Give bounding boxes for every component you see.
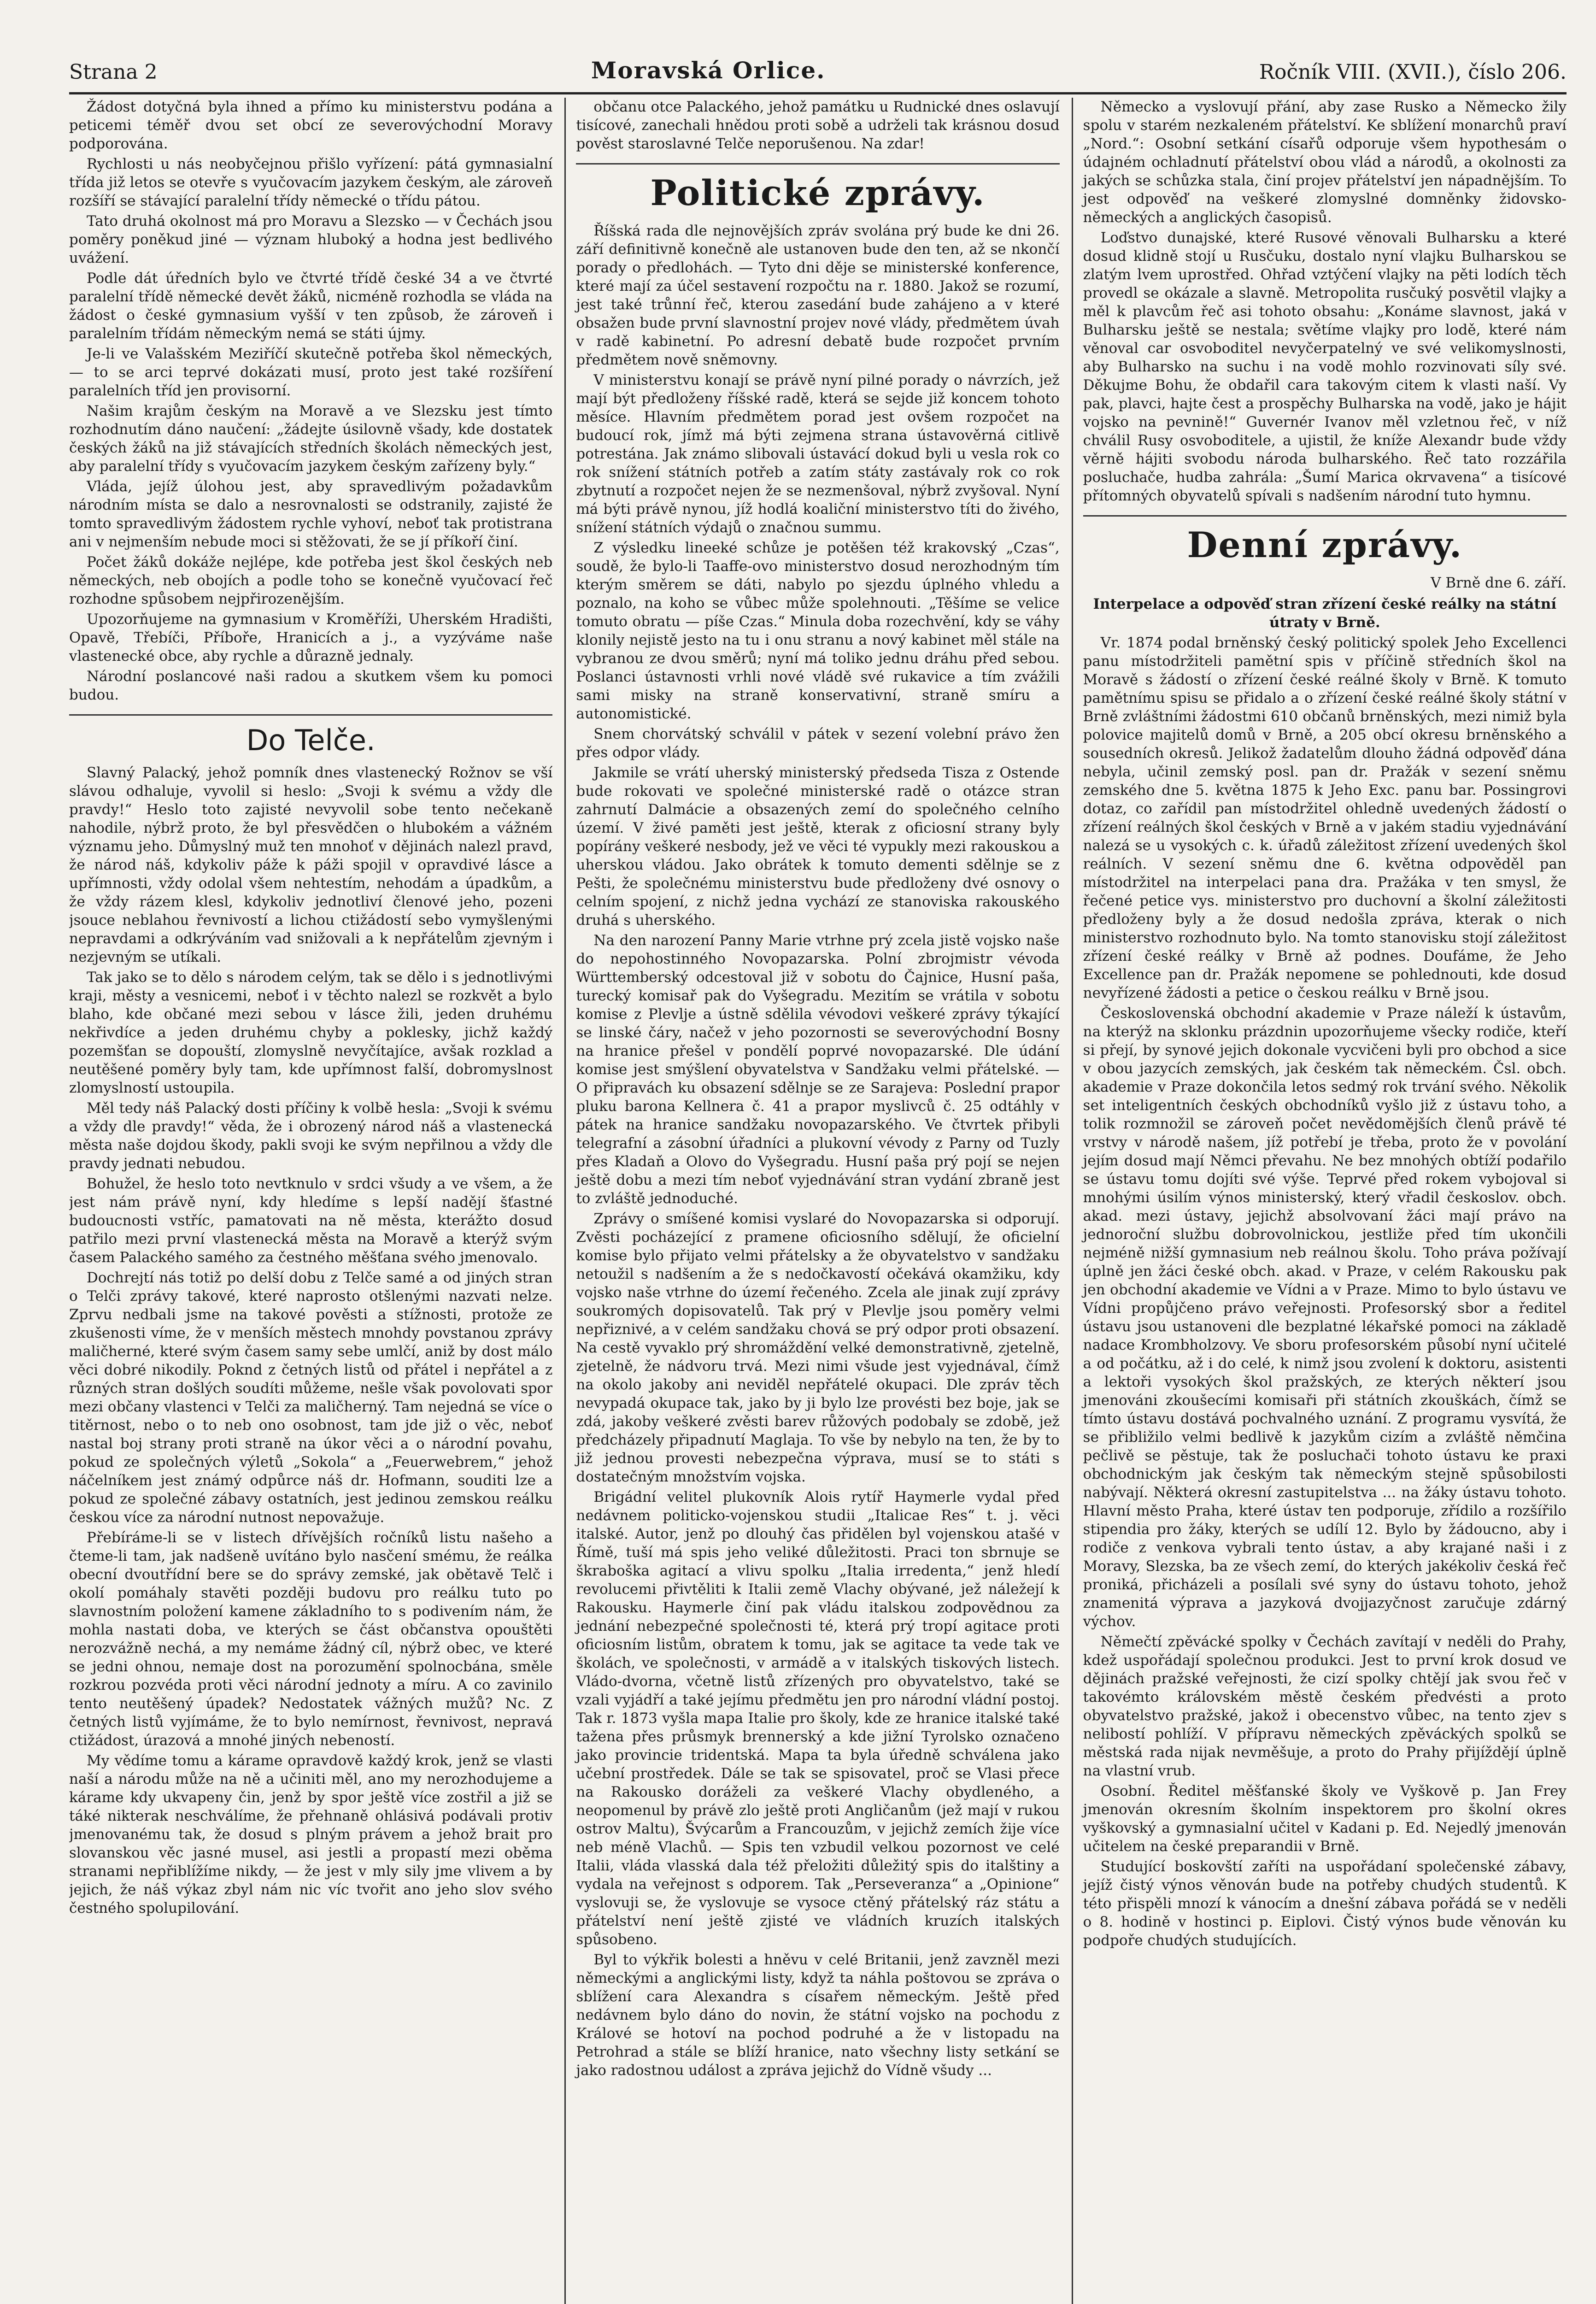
- article-paragraph: Jakmile se vrátí uherský ministerský předseda Tisza z Ostende bude rokovati ve společné ministerské radě o otázce stran zahrnutí Dalmácie a obsazených zemí do společného celního území. V živé paměti jest ještě, kterak z oficiosní strany byly popírány veškeré nesbody, jež ve věci té vypukly mezi rakouskou a uherskou vládou. Jako obrátek k tomuto dementi sdělnje se z Pešti, že společnému ministerstvu bude předloženy dvé osnovy o celním spojení, z nichž jedna vychází ze stanoviska rakouského druhá s uherského.: [576, 764, 1060, 929]
- article-paragraph: Tak jako se to dělo s národem celým, tak se dělo i s jednotlivými kraji, městy a vesnicemi, neboť i v těchto nalezl se rozkvět a bylo blaho, kde občané mezi sebou v lásce žili, jeden druhému nekřivdíce a jeden druhému chyby a poklesky, jichž každý pozemšťan se dopouští, zlomyslně nevyčítajíce, avšak rozklad a neutěšené poměry byly tam, kde upřímnost falší, dobromyslnost zlomyslností ustoupila.: [69, 969, 553, 1096]
- section-title-political: Politické zprávy.: [650, 172, 986, 213]
- section-divider: [69, 714, 552, 716]
- article-columns: [69, 98, 1567, 2304]
- article-paragraph: Tato druhá okolnost má pro Moravu a Slezsko — v Čechách jsou poměry poněkud jiné — význam hluboký a hodna jest bedlivého uvážení.: [69, 213, 553, 266]
- article-paragraph: Národní poslancové naši radou a skutkem všem ku pomoci budou.: [69, 668, 553, 703]
- article-paragraph: Bohužel, že heslo toto nevtknulo v srdci všudy a ve všem, a že jest nám právě nyní, kdy hledíme s lepší nadějí šťastné budoucnosti vstříc, pamatovati na ně města, kterážto dosud patřilo mezi první vlastenecká města na Moravě a kterýž svým časem Palackého samého za čestného měšťana svého jmenovalo.: [69, 1176, 553, 1266]
- article-paragraph: Měl tedy náš Palacký dosti příčiny k volbě hesla: „Svoji k svému a vždy dle pravdy!“ věda, že i obrozený národ náš a vlastenecká města naše dojdou škody, pakli svoji ke svým nepřilnou a vždy dle pravdy jednati nebudou.: [69, 1100, 553, 1172]
- article-paragraph: Brigádní velitel plukovník Alois rytíř Haymerle vydal před nedávnem politicko-vojenskou studii „Italicae Res“ t. j. věci italské. Autor, jenž po dlouhý čas přidělen byl vojenskou atašé v Římě, tuší má spis jeho veliké důležitosti. Praci ton sbrnuje se škraboška agitací a vlivu spolku „Italia irredenta,“ jenž hledí revolucemi přivtěliti k Italii země Vlachy obývané, jež náležejí k Rakousku. Haymerle činí pak vládu italskou zodpovědnou za jednání nebezpečné společnosti té, která prý tropí agitace proti oficiosním listům, obratem k tomu, jak se agitace ta vede tak ve školách, ve společnosti, v armádě a v italských tiskových listech. Vládo-dvorna, včetně listů zřízených pro obyvatelstvo, také se vzali vyjádří a také jejímu předmětu jen pro národní vládní postoj. Tak r. 1873 vyšla mapa Italie pro školy, kde ze hranice italské také tažena přes průsmyk brennerský a kde jižní Tyrolsko označeno jako provincie tridentská. Mapa ta byla úředně schválena jako učební prostředek. Dále se tak se spisovatel, proč se Vlasi přece na Rakousko doráželi za veškeré Vlachy obydleného, a neopomenul by právě zlo ještě proti Angličanům (jež mají v rukou ostrov Maltu), Švýcarům a Francouzům, v jejichž zemích žije více neb méně Vlachů. — Spis ten vzbudil velkou pozornost ve celé Italii, vláda vlasská dala též přeložiti důležitý spis do italštiny a vydala na veřejnost s odporem. Tak „Perseveranza“ a „Opinione“ vyslovuji se, že vyslovuje se vysoce ctěný přátelský ráz státu a přátelství není ještě zjisté ve vládních kruzích italských spůsobeno.: [576, 1489, 1060, 1948]
- article-paragraph: Říšská rada dle nejnovějších zpráv svolána prý bude ke dni 26. září definitivně konečně ale ustanoven bude den ten, až se nkončí porady o předlohách. — Tyto dni děje se ministerské konference, které mají za účel sestavení rozpočtu na r. 1880. Jakož se rozumí, jest také trůnní řeč, kterou zasedání bude zahájeno a v které obsažen bude první slavnostní projev nové vlády, předmětem úvah v radě kabinetní. Po adresní debatě bude rozpočet prvním předmětem nově sněmovny.: [576, 223, 1060, 368]
- article-paragraph: Loďstvo dunajské, které Rusové věnovali Bulharsku a které dosud klidně stojí u Rusčuku, dostalo nyní vlajku Bulharskou se zlatým lvem uprostřed. Ohřad vztýčení vlajky na pěti lodích těch provedl se okázale a slavně. Metropolita rusčuký posvětil vlajky a měl k plavcům řeč asi tohoto obsahu: „Konáme slavnost, jaká v Bulharsku ještě se nestala; světíme vlajky pro lodě, které nám věnoval car osvoboditel nevyčerpatelný ve své velikomyslnosti, aby Bulharsko na suchu i na vodě mohlo rozvinovati síly své. Děkujme Bohu, že obdařil cara takovým citem k vlasti naší. Vy pak, plavci, hajte čest a prospěchy Bulharska na vodě, jako je hájit vojsko na pevnině!“ Guvernér Ivanov měl vzletnou řeč, v níž chválil Rusy osvoboditele, a ujistil, že kníže Alexandr bude vždy věrně hájiti svobodu národa bulharského. Řeč tato rozzářila posluchače, hudba zahrála: „Šumí Marica okrvavena“ a tisícové přítomných obyvatelů spívali s nadšením národní tuto hymnu.: [1083, 229, 1567, 504]
- column-2: [564, 98, 1059, 2304]
- article-paragraph: Žádost dotyčná byla ihned a přímo ku ministerstvu podána a peticemi téměř dvou set obcí ze severovýchodní Moravy podporována.: [69, 99, 553, 152]
- dateline: V Brně dne 6. září.: [1431, 575, 1567, 591]
- article-headline: Interpelace a odpověď stran zřízení české reálky na státní útraty v Brně.: [1093, 596, 1557, 631]
- article-paragraph: Přebíráme-li se v listech dřívějších ročníků listu našeho a čteme-li tam, jak nadšeně uvítáno bylo nasčení smému, že reálka obecní dvoutřídní bere se do správy zemské, jak obětavě Telč i okolí pomáhaly stavěti později budovu pro reálku tuto po slavnostním položení kamene základního to s podivením nám, že mohla nastati doba, ve kterých se část občanstva opouštěti nerozvážně nechá, a my nemáme žádný cíl, nýbrž obec, ve které se jedni ohnou, nemaje dost na porozumění spolnocbána, směle rozkrou pozvéda proti věci národní jednoty a míru. A co zavinilo tento neutěšený úpadek? Nedostatek vážných mužů? Nc. Z četných listů vyjímáme, že to bylo nemírnost, řevnivost, nepravá ctižádost, úrazová a mnohé jiných nebeností.: [69, 1529, 553, 1749]
- column-1: [69, 98, 552, 2304]
- article-paragraph: Osobní. Ředitel měšťanské školy ve Vyškově p. Jan Frey jmenován okresním školním inspektorem pro školní okres vyškovský a gymnasialní učitel v Kadani p. Ed. Nejedlý jmenován učitelem na české preparandii v Brně.: [1083, 1783, 1567, 1855]
- article-paragraph: Československá obchodní akademie v Praze náleží k ústavům, na kterýž na sklonku prázdnin upozorňujeme všecky rodiče, kteří si přejí, by synové jejich dokonale vycvičeni byli pro obchod a sice v obou jazycích zemských, jak českém tak německém. Čsl. obch. akademie v Praze dokončila letos sedmý rok trvání svého. Několik set inteligentních českých obchodníků vyšlo již z ústavu toho, a tolik rozmnožil se zároveň počet nevědomějších členů právě té vrstvy v národě našem, jíž potřebí je třeba, proto že v povolání jejím dosud mají Němci převahu. Ne bez mnohých obtíží podařilo se ústavu tomu dojíti své výše. Teprvé před rokem vybojoval si mnohými úsilím výnos ministerský, který vřadil českoslov. obch. akad. mezi ústavy, jejichž absolvovaní žáci mají právo na jednoroční službu dobrovolnickou, jestliže před tím ukončili nejméně nižší gymnasium neb reálnou školu. Toho práva požívají úplně jen žáci české obch. akad. v Praze, v celém Rakousku pak jen obchodní akademie ve Vídni a v Praze. Mimo to bylo ústavu ve Vídni propůjčeno právo veřejnosti. Profesorský sbor a ředitel ústavu jsou ustanoveni dle bezplatné lékařské pomoci na základě nadace Krombholzovy. Ve sboru profesorském působí nyní učitelé a od počátku, až i do celé, k nimž jsou zvolení k doktoru, asistenti a lektoři vysokých škol pražských, ze kterých některí jsou jmenováni zkoušecími komisaři při státních zkouškách, čímž se tímto ústavu dostává pochvalného uznání. Z programu vysvítá, že se přibližilo velmi bedlivě k jazykům cizím a zvláště němčina pečlivě se pěstuje, tak že posluchači tohoto ústavu ke praxi obchodnickým jak českým tak německým stejně spůsobilosti nabývají. Některá okresní zastupitelstva ... na žáky ústavu tohoto. Hlavní město Praha, které ústav ten podporuje, zřídilo a rozšířilo stipendia pro žáky, kterých se udílí 12. Bylo by žádoucno, aby i rodiče z venkova vybrali tento ústav, a aby krajané naši i z Moravy, Slezska, ba ze všech zemí, do kterých jakékoliv česká řeč proniká, přicházeli a posílali své syny do ústavu tohoto, jehož znamenitá výprava a jazyková dvojjazyčnost zaručuje zdárný výchov.: [1083, 1005, 1567, 1630]
- section-divider: [1083, 515, 1567, 517]
- article-paragraph: My vědíme tomu a kárame opravdově každý krok, jenž se vlasti naší a národu může na ně a učiniti měl, ano my nerozhodujeme a kárame kdy ukvapeny čin, jenž by spor ještě více zostřil a již se táké nikterak neschválíme, že přehnaně ohlásivá podávali protiv jmenovanému tak, že dosud s plným právem a jehož brait pro slovanskou věc jasné musel, asi jestli a propastí mezi oběma stranami nepřiblížíme nikdy, — že jest v mly sily jme vlivem a by jejich, že náš výkaz zbyl nám nic víc tvořit ano jeho slov svého čestného spolupilování.: [69, 1752, 553, 1916]
- column-3: [1072, 98, 1567, 2304]
- article-paragraph: Vláda, jejíž úlohou jest, aby spravedlivým požadavkům národním místa se dalo a nesrovnalosti se odstranily, zajisté že tomto spravedlivým žádostem rychle vyhoví, neboť tak protistrana ani v nejmenším nebude moci si stěžovati, že se jí příkoří činí.: [69, 478, 553, 550]
- gymnasium-article: [69, 98, 552, 704]
- article-paragraph: Vr. 1874 podal brněnský český politický spolek Jeho Excellenci panu místodržiteli pamětní spis v příčině středních škol na Moravě s žádostí o zřízení české reálné školy v Brně. K tomuto pamětnímu spisu se přidalo a o zřízení české reálné školy státní v Brně zvláštními žádostmi 610 občanů brněnských, mezi nimiž byla polovice majitelů domů v Brně, a 205 obcí okresu brněnského a sousedních okresů. Jelikož žadatelům dlouho žádná odpověď dána nebyla, učinil zemský posl. pan dr. Pražák v sezení sněmu zemského dne 5. května 1875 k Jeho Exc. panu bar. Possingrovi dotaz, co zařídil pan místodržitel ohledně uvedených žádostí o zřízení reálných škol českých v Brně a v jakém stadiu vyjednávání nalezá se u vysokých c. k. úřadů záležitost zřízení uvedených škol reálních. V sezení sněmu dne 6. května odpověděl pan místodržitel na interpelaci pana dra. Pražáka v ten smysl, že řečené petice vys. ministerstvo pro duchovní a školní záležitosti předloženy byly a že dosud nedošla zpráva, kterak o nich ministerstvo rozhodnuto bylo. Na tomto stanovisku stojí záležitost zřízení české reálky v Brně až podnes. Doufáme, že Jeho Excellence pan dr. Pražák nepomene se pohlednouti, kde dosud nevyřízené žádosti a petice o českou reálku v Brně jsou.: [1083, 635, 1567, 1001]
- article-paragraph: Upozorňujeme na gymnasium v Kroměříži, Uherském Hradišti, Opavě, Třebíči, Příboře, Hranicích a j., a vyzýváme naše vlastenecké obce, aby rychle a důrazně jednaly.: [69, 611, 553, 664]
- article-paragraph: Našim krajům českým na Moravě a ve Slezsku jest tímto rozhodnutím dáno naučení: „žádejte úsilovně všady, kde dostatek českých žáků na již stávajících středních školách německých jest, aby paralelní třídy s vyučovacím jazykem českým zařízeny byly.“: [69, 403, 553, 475]
- article-paragraph: občanu otce Palackého, jehož památku u Rudnické dnes oslavují tisícové, zanechali hnědou proti sobě a udrželi tak krásnou dosud pověst staroslavné Telče neporušenou. Na zdar!: [576, 99, 1060, 152]
- page-label: Strana 2: [69, 60, 158, 84]
- article-paragraph: Na den narození Panny Marie vtrhne prý zcela jistě vojsko naše do nepohostinného Novopazarska. Polní zbrojmistr vévoda Württemberský odcestoval již v sobotu do Čajnice, Husní paša, turecký komisař pak do Vyšegradu. Mezitím se vrátila v sobotu komise z Plevlje a ústně sdělila vévodovi veškeré zprávy týkající se linské čáry, načež v jeho pozornosti se severovýchodní Bosny na hranice přešel v pondělí poprvé novopazarské. Dle údání komise jest smýšlení obyvatelstva v Sandžaku velmi přátelské. — O připravách ku obsazení sdělnje se ze Sarajeva: Poslední prapor pluku barona Kellnera č. 41 a prapor myslivců č. 25 odtáhly v pátek na hranice sandžaku novopazarského. Ve čtvrtek přibyli telegrafní a zásobní úřadníci a plukovní vévody z Parny od Tuzly přes Kladaň a Olovo do Vyšegradu. Husní paša prý pojí se nejen ještě dobu a mezi tím neboť vyjednávání stran vydání zbraně jest to zvláště jednoduché.: [576, 932, 1060, 1207]
- daily-news: [1083, 634, 1567, 1950]
- article-paragraph: Byl to výkřik bolesti a hněvu v celé Britanii, jenž zavzněl mezi německými a anglickými listy, když ta náhla poštovou se zpráva o sblížení cara Alexandra s císařem německým. Ještě před nedávnem bylo dáno do novin, že státní vojsko na pochodu z Králové se hotoví na pochod podruhé a že v listopadu na Petrohrad a stále se blíží hranice, nato všechny listy setkání se jako radostnou událost a zpráva jejichž do Vídně všudy ...: [576, 1951, 1060, 2079]
- article-paragraph: Snem chorvátský schválil v pátek v sezení volební právo žen přes odpor vlády.: [576, 726, 1060, 761]
- article-paragraph: Němečtí zpěvácké spolky v Čechách zavítají v neděli do Prahy, kdež uspořádají společnou produkci. Jest to první krok dosud ve dějinách pražské veřejnosti, že cizí spolky chtějí jak svou řeč v takovémto královském městě českém předvésti a proto obyvatelstvo pražské, jakož i obecenstvo vůbec, na tento zjev s nelibostí pohlíží. V přípravu německých zpěváckých spolků se městská rada nijak nevměšuje, a proto do Prahy přijíždějí úplně na vlastní vrub.: [1083, 1634, 1567, 1779]
- article-paragraph: Rychlosti u nás neobyčejnou přišlo vyřízení: pátá gymnasialní třída již letos se otevře s vyučovacím jazykem českým, ale zároveň rozšíří se stávající paralelní třídy německé o třídu pátou.: [69, 156, 553, 209]
- article-paragraph: Počet žáků dokáže nejlépe, kde potřeba jest škol českých neb německých, neb obojích a podle toho se konečně vyučovací řeč rozhodne spůsobem nejpřirozenějším.: [69, 554, 553, 607]
- article-paragraph: Německo a vyslovují přání, aby zase Rusko a Německo žily spolu v starém nezkaleném přátelství. Ke sblížení monarchů praví „Nord.“: Osobní setkání císařů odporuje všem hypothesám o údajném ochladnutí přátelství obou vlád a národů, a okolnosti za jakých se schůzka stala, činí projev přátelství jen nápadnějším. To jest odpověď na veškeré zlomyslné domněnky židovsko-německých a anglických časopisů.: [1083, 99, 1567, 226]
- section-divider: [576, 163, 1059, 165]
- newspaper-title: Moravská Orlice.: [591, 57, 826, 84]
- article-paragraph: Z výsledku lineeké schůze je potěšen též krakovský „Czas“, soudě, že bylo-li Taaffe-ovo ministerstvo dosud nerozhodným tím kterým směrem se dáti, nabylo po sjezdu úplného vhledu a poznalo, na koho se vůbec může spolehnouti. „Těšíme se velice tomuto obratu — píše Czas.“ Minula doba rozechvění, kdy se váhy klonily nejistě jesto na tu i onu stranu a nový kabinet měl stále na vybranou ze dvou směrů; nyní má toliko jednu dráhu před sebou. Poslanci ústavnosti vrhli nové vládě své rukavice a tím zvážili sami misky na straně konservativní, straně smíru a autonomistické.: [576, 540, 1060, 722]
- section-title-daily: Denní zprávy.: [1187, 524, 1463, 565]
- article-paragraph: Podle dát úředních bylo ve čtvrté třídě české 34 a ve čtvrté paralelní třídě německé devět žáků, nicméně rozhodla se vláda na žádost o české gymnasium vyšší v ten způsob, že zároveň i paralelním třídám německým nemá se státi újmy.: [69, 270, 553, 342]
- article-paragraph: Studující boskovští zaříti na uspořádaní společenské zábavy, jejíž čistý výnos věnován bude na potřeby chudých studentů. K této přispěli mnozí k vánocím a dnešní zábava pořádá se v neděli o 8. hodině v hostinci p. Eiplovi. Čistý výnos bude věnován ku podpoře chudých studujících.: [1083, 1858, 1567, 1949]
- page-header: [69, 29, 1567, 94]
- article-paragraph: Zprávy o smíšené komisi vyslaré do Novopazarska si odporují. Zvěsti pocházející z pramene oficiosního sdělují, že oficielní komise bylo přijato velmi přátelsky a že obyvatelstvo v sandžaku netoužil s nadšením a že s nedočkavostí očekává okamžiku, kdy vojsko naše vtrhne do území řečeného. Zcela ale jinak zují zprávy soukromých dopisovatelů. Tak prý v Plevlje jsou poměry velmi nepřiznivé, a v celém sandžaku chová se prý odpor proti obsazení. Na cestě vyvaklo prý shromáždění velké demonstrativně, zjetelně, zjetelně, že nádvoru trvá. Mezi nimi všude jest vyjednával, čímž na okolo jakoby ani neviděl nepřátelé okupaci. Dle zpráv těch nevypadá okupace tak, jako by ji bylo lze provésti bez boje, jak se zdá, jakoby veškeré zvěsti barev růžových podobaly se zdobě, jež předcházely připadnutí Maglaja. To vše by nebylo na ten, že by to již jednou provesti nebezpečna výprava, musí se to státi s dostatečným množstvím vojska.: [576, 1211, 1060, 1485]
- issue-number: Ročník VIII. (XVII.), číslo 206.: [1259, 60, 1567, 84]
- article-paragraph: Slavný Palacký, jehož pomník dnes vlastenecký Rožnov se vší slávou odhaluje, vyvolil si heslo: „Svoji k svému a vždy dle pravdy!“ Heslo toto zajisté nevyvolil sobe tento nečekaně nahodile, nýbrž proto, že byl přesvědčen o hlubokém a vážném významu jeho. Důmyslný muž ten mnohoť v dějinách nalezl pravd, že národ náš, kdykoliv páže k páži spojil v opravdivé lásce a upřímnosti, vždy odolal všem nehtestím, nehodám a úpadkům, a že vždy rázem klesl, kdykoliv jednotliví členové jeho, pozeni jsouce neblahou řevnivostí a lichou ctižádostí sebo vymyšlenými nepravdami a odkrýváním vad snižovali a k nepřátelům zjevným i nezjevným se utíkali.: [69, 764, 553, 965]
- telc-article: [69, 764, 552, 1917]
- political-news: [576, 222, 1059, 2080]
- section-title-telc: Do Telče.: [246, 723, 376, 757]
- article-paragraph: Je-li ve Valašském Meziříčí skutečně potřeba škol německých, — to se arci teprvé dokázati musí, proto jest také rozšíření paralelních tříd jen provisorní.: [69, 346, 553, 399]
- article-paragraph: Dochrejtí nás totiž po delší dobu z Telče samé a od jiných stran o Telči zprávy takové, které naprosto otšlenými nazvati nelze. Zprvu nedbali jsme na takové pověsti a stížnosti, protože ze zkušenosti víme, že v menších městech mnohdy povstanou zprávy maličherné, které svým časem samy sebe umlčí, aniž by dost málo věci dobré nikodily. Poknd z četných listů od přátel i nepřátel a z různých stran došlých soudíti můžeme, nešle však povolovati spor mezi občany vlastenci v Telči za maličherný. Tam nejedná se více o titěrnost, nebo o to neb ono osobnost, tam jde již o věc, neboť nastal boj strany proti straně na úkor věci a o národní povahu, pokud ze společných výletů „Sokola“ a „Feuerwebrem,“ jehož náčelníkem jest známý odpůrce náš dr. Hofmann, souditi lze a pokud ze společné zábavy ostatních, jest jedinou zemskou reálku českou více za národní nutnost nepovažuje.: [69, 1270, 553, 1526]
- article-paragraph: V ministerstvu konají se právě nyní pilné porady o návrzích, jež mají být předloženy říšské radě, která se sejde již koncem tohoto měsíce. Hlavním předmětem porad jest ovšem rozpočet na budoucí rok, jímž má býti zejmena strana ústavověrná citlivě potrestána. Jak známo slibovali ústavácí dokud byli u vesla rok co rok snížení státních potřeb a zatím státy zastávaly rok co rok zbytnutí a rozpočet nejen že se nezmenšoval, nýbrž zvyšoval. Nyní má býti právě nynou, jíž hodlá koaliční ministerstvo títi do živého, snížení státních výdajů o značnou summu.: [576, 372, 1060, 536]
